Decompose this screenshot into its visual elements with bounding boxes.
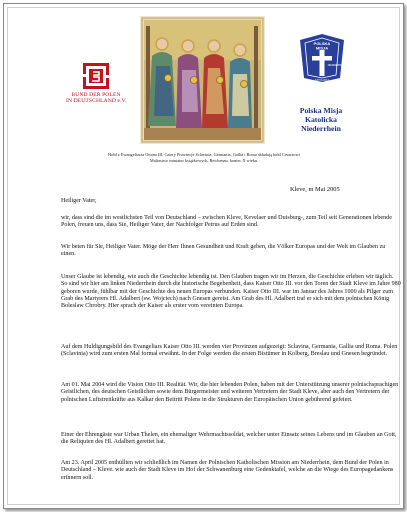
miniature-caption-line1: Hołd z Ewangeliarza Ottona III, Cztery Prowincje Sclavinia, Germania, Gallia i Roma składają hołd Cesarzowi bbox=[108, 152, 300, 157]
emblem-text-line4: NIEDERRHEIN bbox=[327, 64, 345, 67]
letter-paragraph-1 bbox=[61, 215, 401, 230]
paragraph-text: Einer der Ehrengäste war Urban Thelen, ein ehemaliger Wehrmachtssoldat, welcher unter Einsatz seines Lebens und im Glauben an Gott, die Reliquien des Hl. Adalbert gerettet hat. bbox=[61, 432, 397, 446]
mission-name-line1: Polska Misja bbox=[299, 106, 343, 115]
letter-page bbox=[3, 3, 404, 509]
letter-salutation: Heiliger Vater, bbox=[61, 198, 97, 204]
letter-paragraph-2 bbox=[61, 244, 401, 259]
paragraph-text: Wir beten für Sie, Heiliger Vater. Möge der Herr Ihnen Gesundheit und Kraft geben, die Völker Europas und der Welt im Glauben zu einen. bbox=[61, 244, 386, 258]
bund-der-polen-emblem-icon bbox=[82, 62, 110, 90]
mission-name-line2: Katolicka bbox=[304, 115, 338, 125]
mission-name bbox=[286, 106, 356, 134]
mission-emblem-icon bbox=[296, 32, 348, 84]
letter-paragraph-6 bbox=[61, 432, 401, 447]
bund-der-polen-name-line2: IN DEUTSCHLAND e.V. bbox=[66, 98, 127, 105]
letter-paragraph-4 bbox=[61, 344, 401, 359]
emblem-text-line1: POLSKA bbox=[313, 41, 331, 46]
paragraph-text: wir, dass sind die im westlichsten Teil von Deutschland – zwischen Kleve, Kevelaer und Duisburg-, zum Teil seit Generationen lebende Polen, freuen uns, dass Sie, Heiliger Vater, der Nachfolger Petrus auf Erden sind. bbox=[61, 215, 392, 229]
bund-der-polen-logo bbox=[66, 62, 126, 105]
emblem-text-line2: MISJA bbox=[315, 45, 329, 51]
paragraph-text: Auf dem Huldigungsbild des Evangeliars Kaiser Otto III. werden vier Provinzen aufgezeigt: Sclavina, Germania, Gallia und Roma. Polen (Sclavinia) wird zum ersten Mal formal erwähnt. In der Folge werden die ersten Bistümer in Kolberg, Breslau und Gnesen begründet. bbox=[61, 344, 398, 358]
letter-date: Kleve, m Mai 2005 bbox=[290, 186, 340, 193]
otto-iii-homage-miniature-image bbox=[140, 16, 265, 144]
mission-name-line3: Niederrhein bbox=[301, 124, 341, 134]
bund-der-polen-name-line1: BUND DER POLEN bbox=[71, 92, 121, 98]
emblem-text-line3: KATOLICKA bbox=[314, 79, 330, 82]
letter-paragraph-7 bbox=[61, 460, 401, 482]
miniature-caption-line2: Malarstwo miniatur książkowych, Reichenau, koniec X wieku. bbox=[149, 158, 259, 163]
paragraph-text: Am 23. April 2005 enthüllten wir schließlich im Namen der Polnischen Katholischen Mission am Niederrhein, dem Bund der Polen in Deutschland – Kleve. wie auch der Stadt Kleve im Hof der Schwanenburg eine Gedenktafel, welche an die Wiege des Europagedankens erinnern soll. bbox=[61, 460, 394, 481]
paragraph-text: Unser Glaube ist lebendig, wie auch die Geschichte lebendig ist. Den Glauben tragen wir im Herzen, die Geschichte erleben wir täglich. So sind wir hier am linken Niederrhein durch die historische Begebenheit, dass Kaiser Otto III. vor den Toren der Stadt Kleve im Jahre 980 geboren wurde, fühlbar mit der Geschichte des neuen Europas verbunden. Kaiser Otto III. war im Januar des Jahres 1000 als Pilger zum Grab des Martyrers Hl. Adalbert (sw. Wojciech) nach Gnesen gereist. Am Grab des Hl. Adalbert traf er sich mit dem polnischen König Boleslaw Chrobry. Hier sprach der Kaiser als erster vom vereinten Europa. bbox=[61, 274, 401, 310]
letter-paragraph-3 bbox=[61, 274, 401, 311]
paragraph-text: Am 01. Mai 2004 wird die Vision Otto III. Realität. Wir, die hier lebenden Polen, haben mit der Unterstützung unserer polnischsprachigen Geistlichen, des deutschen Geistlichen sowie dem Bürgermeister und weiteren Vertretern der Stadt Kleve, aber auch den Vertretern der polnischen Luftstreitkräfte aus Kalkar den Beitritt Polens in die Strukturen der Europäischen Union gebührend gefeiert. bbox=[61, 382, 399, 403]
letter-paragraph-5 bbox=[61, 382, 401, 404]
